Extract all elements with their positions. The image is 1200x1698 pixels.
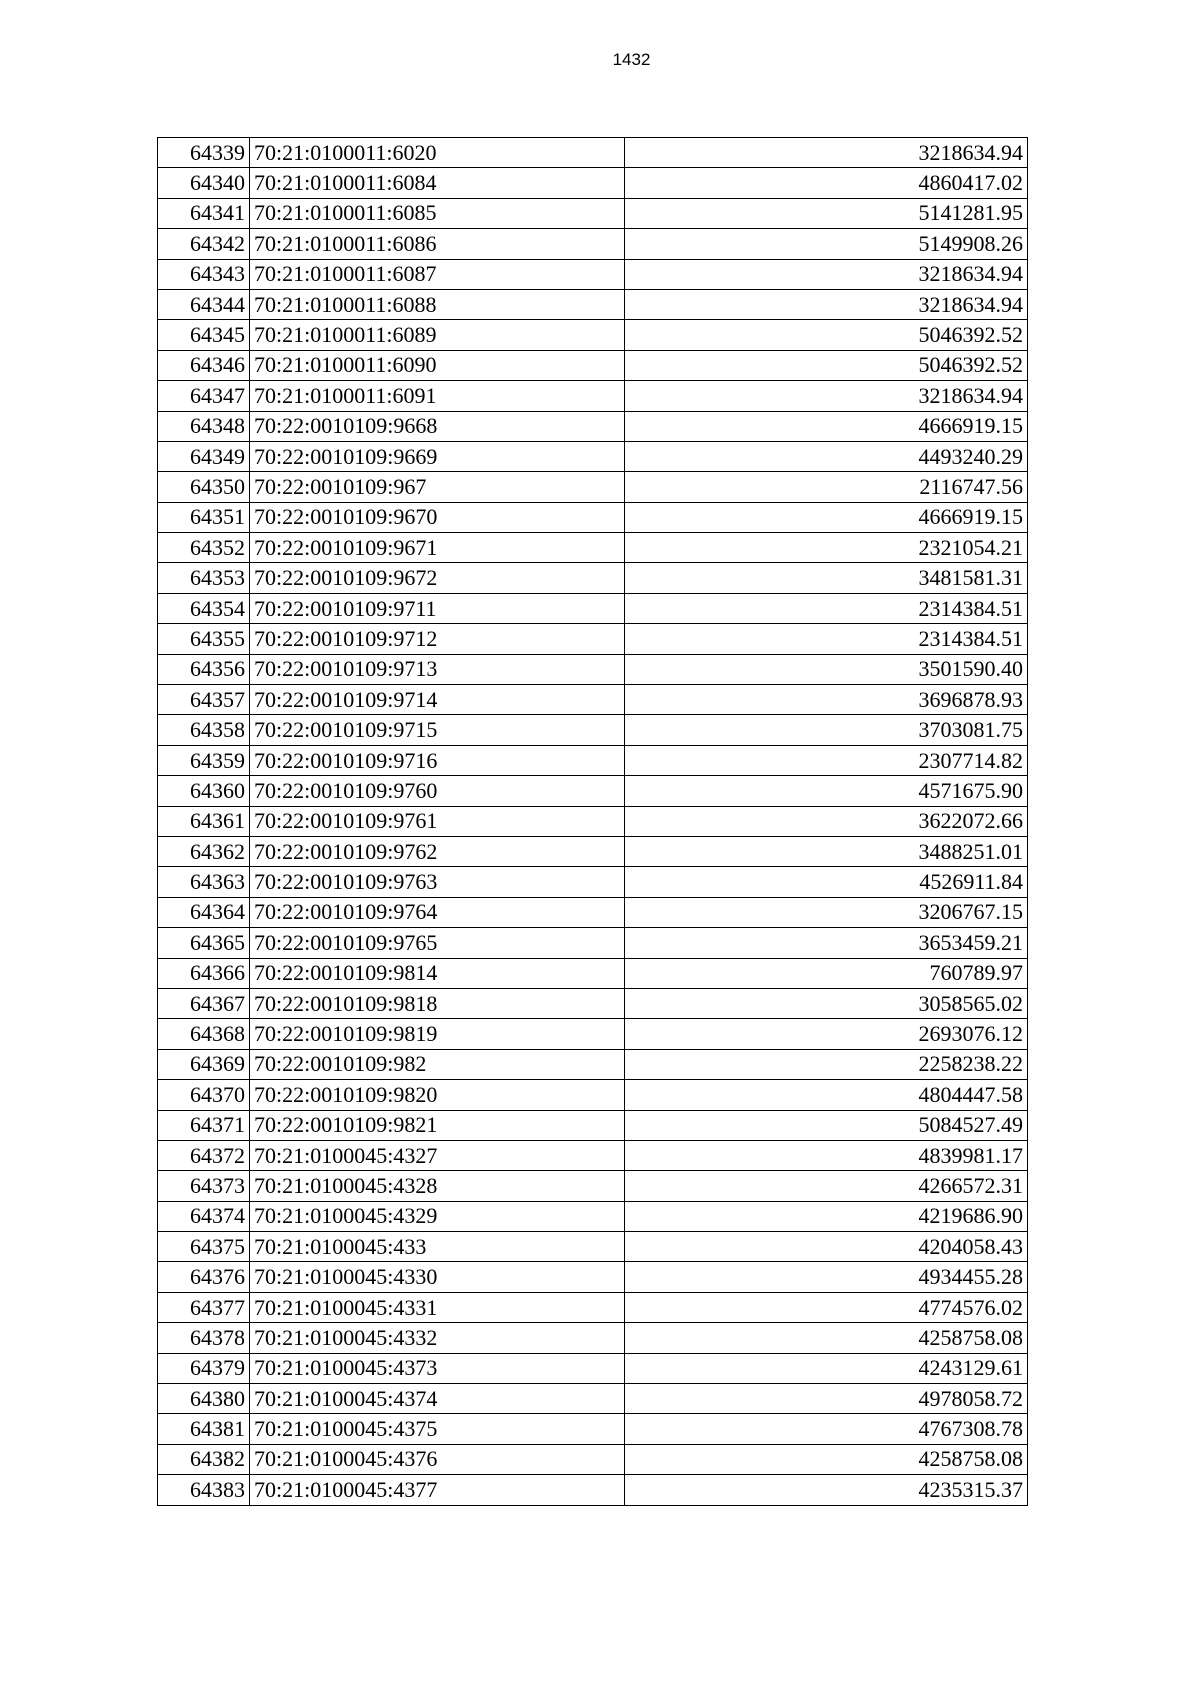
cadastral-number-cell: 70:22:0010109:9716 bbox=[250, 745, 625, 775]
row-number-cell: 64375 bbox=[158, 1232, 250, 1262]
row-number-cell: 64350 bbox=[158, 472, 250, 502]
table-row bbox=[158, 928, 1028, 958]
row-number-cell: 64359 bbox=[158, 745, 250, 775]
cadastral-value-cell: 5141281.95 bbox=[625, 198, 1028, 228]
cadastral-value-cell: 4934455.28 bbox=[625, 1262, 1028, 1292]
table-row bbox=[158, 1110, 1028, 1140]
cadastral-number-cell: 70:21:0100045:4330 bbox=[250, 1262, 625, 1292]
row-number-cell: 64371 bbox=[158, 1110, 250, 1140]
table-row bbox=[158, 472, 1028, 502]
table-row bbox=[158, 958, 1028, 988]
cadastral-value-cell: 5046392.52 bbox=[625, 350, 1028, 380]
cadastral-value-cell: 4493240.29 bbox=[625, 441, 1028, 471]
table-row bbox=[158, 715, 1028, 745]
cadastral-value-cell: 3622072.66 bbox=[625, 806, 1028, 836]
table-body bbox=[158, 138, 1028, 1506]
cadastral-number-cell: 70:22:0010109:9715 bbox=[250, 715, 625, 745]
table-row bbox=[158, 1475, 1028, 1505]
cadastral-value-cell: 2116747.56 bbox=[625, 472, 1028, 502]
cadastral-number-cell: 70:22:0010109:9711 bbox=[250, 593, 625, 623]
table-row bbox=[158, 289, 1028, 319]
row-number-cell: 64377 bbox=[158, 1292, 250, 1322]
cadastral-value-cell: 4978058.72 bbox=[625, 1384, 1028, 1414]
table-row bbox=[158, 1353, 1028, 1383]
table-row bbox=[158, 502, 1028, 532]
cadastral-value-cell: 3501590.40 bbox=[625, 654, 1028, 684]
table-row bbox=[158, 1444, 1028, 1474]
row-number-cell: 64379 bbox=[158, 1353, 250, 1383]
table-row bbox=[158, 1384, 1028, 1414]
table-row bbox=[158, 776, 1028, 806]
row-number-cell: 64343 bbox=[158, 259, 250, 289]
table-row bbox=[158, 1292, 1028, 1322]
cadastral-number-cell: 70:22:0010109:9713 bbox=[250, 654, 625, 684]
cadastral-number-cell: 70:21:0100045:4329 bbox=[250, 1201, 625, 1231]
cadastral-value-cell: 4219686.90 bbox=[625, 1201, 1028, 1231]
cadastral-number-cell: 70:21:0100011:6020 bbox=[250, 138, 625, 168]
cadastral-number-cell: 70:22:0010109:9818 bbox=[250, 988, 625, 1018]
table-row bbox=[158, 1171, 1028, 1201]
row-number-cell: 64374 bbox=[158, 1201, 250, 1231]
cadastral-number-cell: 70:22:0010109:9761 bbox=[250, 806, 625, 836]
row-number-cell: 64378 bbox=[158, 1323, 250, 1353]
table-row bbox=[158, 441, 1028, 471]
table-row bbox=[158, 381, 1028, 411]
cadastral-value-cell: 4767308.78 bbox=[625, 1414, 1028, 1444]
cadastral-value-cell: 3206767.15 bbox=[625, 897, 1028, 927]
cadastral-number-cell: 70:22:0010109:9668 bbox=[250, 411, 625, 441]
cadastral-number-cell: 70:21:0100045:4328 bbox=[250, 1171, 625, 1201]
cadastral-value-cell: 4258758.08 bbox=[625, 1323, 1028, 1353]
row-number-cell: 64361 bbox=[158, 806, 250, 836]
cadastral-value-cell: 2314384.51 bbox=[625, 593, 1028, 623]
row-number-cell: 64344 bbox=[158, 289, 250, 319]
cadastral-value-cell: 3058565.02 bbox=[625, 988, 1028, 1018]
cadastral-number-cell: 70:22:0010109:9819 bbox=[250, 1019, 625, 1049]
cadastral-value-cell: 3696878.93 bbox=[625, 685, 1028, 715]
cadastral-value-cell: 4804447.58 bbox=[625, 1080, 1028, 1110]
table-row bbox=[158, 624, 1028, 654]
cadastral-number-cell: 70:22:0010109:9764 bbox=[250, 897, 625, 927]
row-number-cell: 64376 bbox=[158, 1262, 250, 1292]
cadastral-number-cell: 70:22:0010109:9763 bbox=[250, 867, 625, 897]
cadastral-number-cell: 70:21:0100011:6089 bbox=[250, 320, 625, 350]
cadastral-number-cell: 70:21:0100045:4332 bbox=[250, 1323, 625, 1353]
table-row bbox=[158, 563, 1028, 593]
table-row bbox=[158, 1201, 1028, 1231]
row-number-cell: 64354 bbox=[158, 593, 250, 623]
table-row bbox=[158, 229, 1028, 259]
row-number-cell: 64353 bbox=[158, 563, 250, 593]
table-row bbox=[158, 1262, 1028, 1292]
row-number-cell: 64362 bbox=[158, 836, 250, 866]
table-row bbox=[158, 836, 1028, 866]
cadastral-value-cell: 2307714.82 bbox=[625, 745, 1028, 775]
cadastral-number-cell: 70:21:0100011:6091 bbox=[250, 381, 625, 411]
table-row bbox=[158, 1080, 1028, 1110]
cadastral-value-cell: 4235315.37 bbox=[625, 1475, 1028, 1505]
cadastral-value-cell: 3218634.94 bbox=[625, 259, 1028, 289]
cadastral-value-cell: 3653459.21 bbox=[625, 928, 1028, 958]
cadastral-number-cell: 70:21:0100045:4374 bbox=[250, 1384, 625, 1414]
cadastral-value-cell: 3488251.01 bbox=[625, 836, 1028, 866]
cadastral-value-cell: 3218634.94 bbox=[625, 138, 1028, 168]
table-row bbox=[158, 1140, 1028, 1170]
cadastral-number-cell: 70:22:0010109:9765 bbox=[250, 928, 625, 958]
row-number-cell: 64372 bbox=[158, 1140, 250, 1170]
table-row bbox=[158, 806, 1028, 836]
row-number-cell: 64366 bbox=[158, 958, 250, 988]
table-row bbox=[158, 138, 1028, 168]
row-number-cell: 64356 bbox=[158, 654, 250, 684]
row-number-cell: 64352 bbox=[158, 533, 250, 563]
cadastral-number-cell: 70:21:0100011:6087 bbox=[250, 259, 625, 289]
row-number-cell: 64369 bbox=[158, 1049, 250, 1079]
row-number-cell: 64355 bbox=[158, 624, 250, 654]
row-number-cell: 64370 bbox=[158, 1080, 250, 1110]
cadastral-value-cell: 3703081.75 bbox=[625, 715, 1028, 745]
row-number-cell: 64346 bbox=[158, 350, 250, 380]
cadastral-value-cell: 5084527.49 bbox=[625, 1110, 1028, 1140]
cadastral-value-cell: 4774576.02 bbox=[625, 1292, 1028, 1322]
cadastral-number-cell: 70:21:0100045:433 bbox=[250, 1232, 625, 1262]
table-row bbox=[158, 745, 1028, 775]
table-row bbox=[158, 1323, 1028, 1353]
cadastral-number-cell: 70:21:0100011:6090 bbox=[250, 350, 625, 380]
table-row bbox=[158, 988, 1028, 1018]
row-number-cell: 64341 bbox=[158, 198, 250, 228]
cadastral-value-cell: 3218634.94 bbox=[625, 289, 1028, 319]
table-row bbox=[158, 1019, 1028, 1049]
table-row bbox=[158, 1049, 1028, 1079]
cadastral-value-cell: 5149908.26 bbox=[625, 229, 1028, 259]
table-row bbox=[158, 654, 1028, 684]
cadastral-value-cell: 2314384.51 bbox=[625, 624, 1028, 654]
table-row bbox=[158, 533, 1028, 563]
page-number: 1432 bbox=[612, 50, 651, 69]
cadastral-value-cell: 4243129.61 bbox=[625, 1353, 1028, 1383]
cadastral-number-cell: 70:22:0010109:9671 bbox=[250, 533, 625, 563]
cadastral-value-cell: 4571675.90 bbox=[625, 776, 1028, 806]
row-number-cell: 64365 bbox=[158, 928, 250, 958]
cadastral-number-cell: 70:21:0100011:6088 bbox=[250, 289, 625, 319]
cadastral-value-cell: 4666919.15 bbox=[625, 411, 1028, 441]
row-number-cell: 64339 bbox=[158, 138, 250, 168]
cadastral-value-cell: 2321054.21 bbox=[625, 533, 1028, 563]
cadastral-number-cell: 70:21:0100045:4373 bbox=[250, 1353, 625, 1383]
cadastral-value-cell: 2258238.22 bbox=[625, 1049, 1028, 1079]
row-number-cell: 64364 bbox=[158, 897, 250, 927]
cadastral-value-cell: 3481581.31 bbox=[625, 563, 1028, 593]
cadastral-number-cell: 70:22:0010109:9762 bbox=[250, 836, 625, 866]
cadastral-number-cell: 70:22:0010109:9669 bbox=[250, 441, 625, 471]
cadastral-number-cell: 70:21:0100045:4377 bbox=[250, 1475, 625, 1505]
cadastral-number-cell: 70:22:0010109:9714 bbox=[250, 685, 625, 715]
row-number-cell: 64348 bbox=[158, 411, 250, 441]
cadastral-number-cell: 70:22:0010109:9670 bbox=[250, 502, 625, 532]
table-row bbox=[158, 198, 1028, 228]
cadastral-value-cell: 4526911.84 bbox=[625, 867, 1028, 897]
cadastral-number-cell: 70:21:0100045:4376 bbox=[250, 1444, 625, 1474]
cadastral-number-cell: 70:21:0100045:4375 bbox=[250, 1414, 625, 1444]
row-number-cell: 64367 bbox=[158, 988, 250, 1018]
cadastral-value-table bbox=[157, 137, 1028, 1506]
row-number-cell: 64368 bbox=[158, 1019, 250, 1049]
row-number-cell: 64373 bbox=[158, 1171, 250, 1201]
row-number-cell: 64363 bbox=[158, 867, 250, 897]
row-number-cell: 64357 bbox=[158, 685, 250, 715]
cadastral-value-cell: 4860417.02 bbox=[625, 168, 1028, 198]
cadastral-value-cell: 5046392.52 bbox=[625, 320, 1028, 350]
cadastral-number-cell: 70:21:0100045:4327 bbox=[250, 1140, 625, 1170]
table-row bbox=[158, 685, 1028, 715]
cadastral-value-cell: 4266572.31 bbox=[625, 1171, 1028, 1201]
row-number-cell: 64349 bbox=[158, 441, 250, 471]
cadastral-number-cell: 70:22:0010109:9814 bbox=[250, 958, 625, 988]
table-row bbox=[158, 168, 1028, 198]
row-number-cell: 64382 bbox=[158, 1444, 250, 1474]
table-row bbox=[158, 593, 1028, 623]
row-number-cell: 64358 bbox=[158, 715, 250, 745]
cadastral-number-cell: 70:22:0010109:9760 bbox=[250, 776, 625, 806]
row-number-cell: 64345 bbox=[158, 320, 250, 350]
table-row bbox=[158, 867, 1028, 897]
cadastral-value-cell: 4839981.17 bbox=[625, 1140, 1028, 1170]
table-row bbox=[158, 320, 1028, 350]
row-number-cell: 64360 bbox=[158, 776, 250, 806]
table-row bbox=[158, 350, 1028, 380]
cadastral-number-cell: 70:22:0010109:967 bbox=[250, 472, 625, 502]
cadastral-number-cell: 70:22:0010109:9712 bbox=[250, 624, 625, 654]
row-number-cell: 64340 bbox=[158, 168, 250, 198]
cadastral-value-cell: 4666919.15 bbox=[625, 502, 1028, 532]
cadastral-number-cell: 70:21:0100011:6085 bbox=[250, 198, 625, 228]
cadastral-value-cell: 4204058.43 bbox=[625, 1232, 1028, 1262]
cadastral-number-cell: 70:21:0100011:6084 bbox=[250, 168, 625, 198]
cadastral-number-cell: 70:22:0010109:9672 bbox=[250, 563, 625, 593]
cadastral-number-cell: 70:22:0010109:9820 bbox=[250, 1080, 625, 1110]
row-number-cell: 64383 bbox=[158, 1475, 250, 1505]
row-number-cell: 64380 bbox=[158, 1384, 250, 1414]
table-row bbox=[158, 897, 1028, 927]
row-number-cell: 64347 bbox=[158, 381, 250, 411]
cadastral-number-cell: 70:21:0100045:4331 bbox=[250, 1292, 625, 1322]
cadastral-number-cell: 70:22:0010109:982 bbox=[250, 1049, 625, 1079]
row-number-cell: 64381 bbox=[158, 1414, 250, 1444]
row-number-cell: 64342 bbox=[158, 229, 250, 259]
table-row bbox=[158, 1232, 1028, 1262]
cadastral-number-cell: 70:22:0010109:9821 bbox=[250, 1110, 625, 1140]
cadastral-value-cell: 4258758.08 bbox=[625, 1444, 1028, 1474]
table-row bbox=[158, 411, 1028, 441]
cadastral-value-cell: 2693076.12 bbox=[625, 1019, 1028, 1049]
row-number-cell: 64351 bbox=[158, 502, 250, 532]
table-row bbox=[158, 259, 1028, 289]
cadastral-value-cell: 760789.97 bbox=[625, 958, 1028, 988]
table-row bbox=[158, 1414, 1028, 1444]
cadastral-number-cell: 70:21:0100011:6086 bbox=[250, 229, 625, 259]
cadastral-value-cell: 3218634.94 bbox=[625, 381, 1028, 411]
